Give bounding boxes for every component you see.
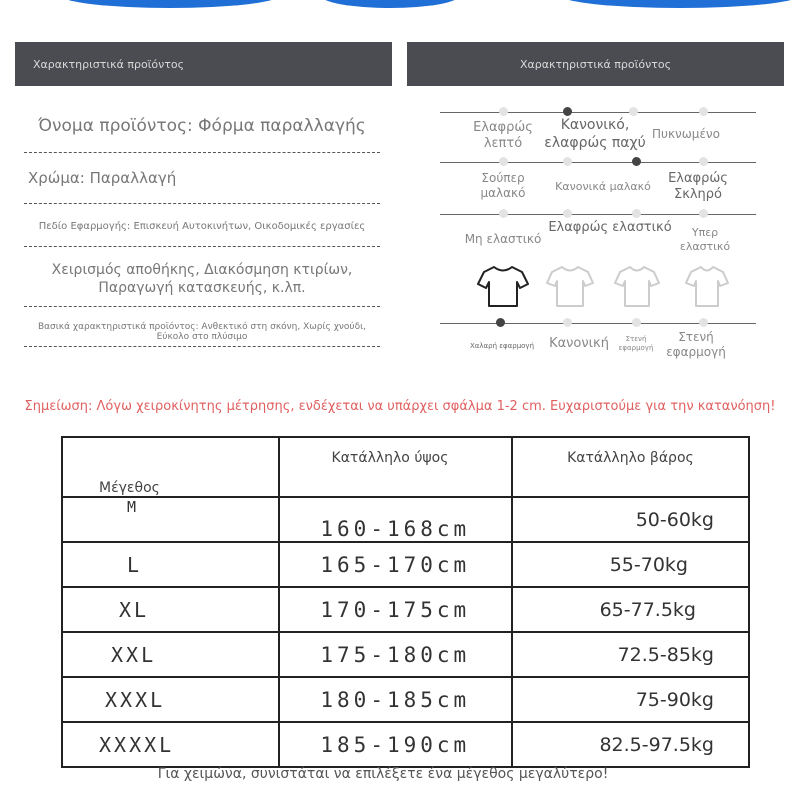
- tshirt-tight-icon: [680, 264, 734, 308]
- top-wave-right: [560, 0, 800, 8]
- size-cell: L: [62, 542, 279, 587]
- table-row: [62, 542, 749, 587]
- fit-option-slim: Στενή εφαρμογή: [618, 335, 654, 352]
- table-header-row: [62, 437, 749, 497]
- weight-cell: 65-77.5kg: [512, 587, 749, 632]
- scale-dot: [629, 107, 638, 116]
- scale-dot: [499, 107, 508, 116]
- divider: [24, 152, 380, 153]
- weight-cell: 82.5-97.5kg: [512, 722, 749, 767]
- table-row: [62, 497, 749, 542]
- header-weight: Κατάλληλο βάρος: [512, 437, 749, 497]
- tshirt-loose-icon: [476, 264, 530, 308]
- size-cell: XXXXL: [62, 722, 279, 767]
- size-cell: XL: [62, 587, 279, 632]
- height-cell: 165-170cm: [279, 542, 513, 587]
- size-cell: M: [62, 497, 279, 542]
- product-color: Χρώμα: Παραλλαγή: [28, 169, 177, 187]
- tshirt-slim-icon: [610, 264, 664, 308]
- softness-option-slightly-hard: Ελαφρώς Σκληρό: [668, 171, 728, 203]
- size-cell: XXXL: [62, 677, 279, 722]
- elasticity-option-super: Υπερ ελαστικό: [679, 226, 731, 253]
- thickness-option-normal: Κανονικό, ελαφρώς παχύ: [544, 117, 646, 151]
- softness-option-super-soft: Σούπερ μαλακό: [480, 171, 526, 200]
- header-size: [62, 437, 279, 497]
- fit-option-loose: Χαλαρή εφαρμογή: [469, 342, 535, 350]
- weight-cell: 50-60kg: [512, 497, 749, 542]
- header-size-label: Μέγεθος: [99, 480, 160, 496]
- fit-scale-line: [440, 323, 756, 324]
- height-cell: 160-168cm: [279, 497, 513, 542]
- top-wave-mid: [320, 0, 460, 8]
- measurement-note: Σημείωση: Λόγω χειροκίνητης μέτρησης, ενδέχεται να υπάρχει σφάλμα 1-2 cm. Ευχαριστούμε για την κατανόηση!: [24, 399, 776, 414]
- table-row: [62, 722, 749, 767]
- divider: [24, 203, 380, 204]
- scale-dot: [632, 318, 641, 327]
- left-panel-title: Χαρακτηριστικά προϊόντος: [33, 57, 185, 71]
- height-cell: 180-185cm: [279, 677, 513, 722]
- weight-cell: 55-70kg: [512, 542, 749, 587]
- thickness-option-thick: Πυκνωμένο: [652, 127, 720, 141]
- scale-dot: [632, 209, 641, 218]
- divider: [24, 246, 380, 247]
- softness-selected-dot: [632, 157, 641, 166]
- elasticity-option-slight: Ελαφρώς ελαστικό: [548, 220, 672, 235]
- fit-option-tight: Στενή εφαρμογή: [666, 330, 726, 359]
- weight-cell: 75-90kg: [512, 677, 749, 722]
- scale-dot: [499, 157, 508, 166]
- scale-dot: [563, 209, 572, 218]
- elasticity-option-none: Μη ελαστικό: [464, 232, 542, 246]
- thickness-option-thin: Ελαφρώς λεπτό: [473, 120, 533, 152]
- scale-dot: [699, 318, 708, 327]
- scale-dot: [499, 209, 508, 218]
- elasticity-scale-line: [440, 214, 756, 215]
- top-wave-left: [60, 0, 280, 8]
- height-cell: 185-190cm: [279, 722, 513, 767]
- size-cell: XXL: [62, 632, 279, 677]
- winter-size-tip: Για χειμώνα, συνιστάται να επιλέξετε ένα μέγεθος μεγαλύτερο!: [157, 766, 609, 782]
- scale-dot: [699, 209, 708, 218]
- scale-dot: [563, 318, 572, 327]
- weight-cell: 72.5-85kg: [512, 632, 749, 677]
- header-height: Κατάλληλο ύψος: [279, 437, 513, 497]
- fit-option-regular: Κανονική: [549, 336, 609, 351]
- table-row: [62, 587, 749, 632]
- product-name: Όνομα προϊόντος: Φόρμα παραλλαγής: [38, 116, 366, 136]
- thickness-selected-dot: [563, 107, 572, 116]
- left-panel-header: [15, 42, 392, 86]
- application-field: Πεδίο Εφαρμογής: Επισκευή Αυτοκινήτων, Οικοδομικές εργασίες: [38, 221, 366, 232]
- usage-scenarios: Χειρισμός αποθήκης, Διακόσμηση κτιρίων, Παραγωγή κατασκευής, κ.λπ.: [51, 262, 353, 297]
- softness-scale-line: [440, 162, 756, 163]
- right-panel-header: [407, 42, 784, 86]
- thickness-scale-line: [440, 112, 756, 113]
- right-panel-title: Χαρακτηριστικά προϊόντος: [519, 57, 672, 71]
- height-cell: 170-175cm: [279, 587, 513, 632]
- softness-option-normal-soft: Κανονικά μαλακό: [555, 180, 651, 193]
- table-row: [62, 677, 749, 722]
- divider: [24, 346, 380, 347]
- main-features: Βασικά χαρακτηριστικά προϊόντος: Ανθεκτικό στη σκόνη, Χωρίς χνούδι, Εύκολο στο πλύσιμο: [37, 322, 367, 342]
- table-row: [62, 632, 749, 677]
- fit-selected-dot: [496, 318, 505, 327]
- scale-dot: [699, 107, 708, 116]
- scale-dot: [563, 157, 572, 166]
- tshirt-regular-icon: [543, 264, 597, 308]
- scale-dot: [699, 157, 708, 166]
- divider: [24, 306, 380, 307]
- size-chart-table: [61, 436, 750, 768]
- height-cell: 175-180cm: [279, 632, 513, 677]
